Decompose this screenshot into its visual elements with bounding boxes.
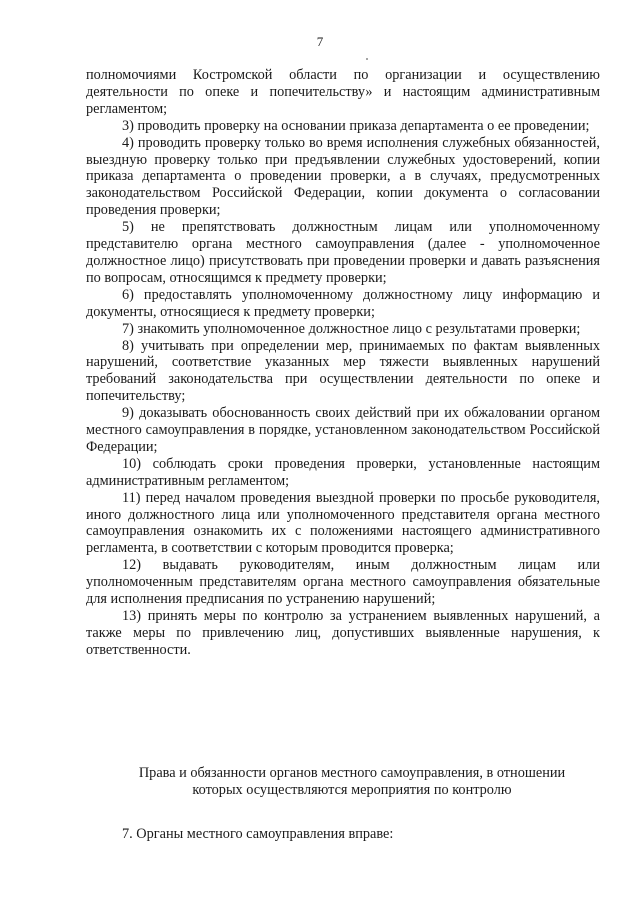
list-item-5: 5) не препятствовать должностным лицам или уполномоченному представителю органа местного самоуправления (далее - уполномоченное должностное лицо) присутствовать при проведении проверки и давать разъяснения по вопросам, относящимся к предмету проверки; [86, 219, 600, 286]
list-item-8: 8) учитывать при определении мер, принимаемых по фактам выявленных нарушений, соответствие указанных мер тяжести выявленных нарушений требований законодательства при осуществлении деятельности по опеке и попечительству; [86, 337, 600, 405]
paragraph: полномочиями Костромской области по организации и осуществлению деятельности по опеке и попечительству» и настоящим административным регламентом; [86, 67, 600, 117]
section-heading [110, 765, 594, 799]
section-heading-line-2: которых осуществляются мероприятия по контролю [192, 782, 512, 798]
list-item-3: 3) проводить проверку на основании приказа департамента о ее проведении; [122, 117, 590, 134]
list-item-10: 10) соблюдать сроки проведения проверки, установленные настоящим административным регламентом; [86, 455, 600, 489]
page-number: 7 [316, 34, 324, 49]
list-item-7: 7) знакомить уполномоченное должностное лицо с результатами проверки; [122, 320, 581, 337]
section-heading-line-1: Права и обязанности органов местного самоуправления, в отношении [138, 765, 566, 781]
scan-speck [366, 58, 368, 60]
list-item-13: 13) принять меры по контролю за устранением выявленных нарушений, а также меры по привлечению лиц, допустивших выявленные нарушения, к ответственности. [86, 608, 600, 658]
list-item-9: 9) доказывать обоснованность своих действий при их обжаловании органом местного самоуправления в порядке, установленном законодательством Российской Федерации; [86, 405, 600, 455]
list-item-11: 11) перед началом проведения выездной проверки по просьбе руководителя, иного должностного лица или уполномоченного представителя органа местного самоуправления ознакомить их с положениями настоящего административного регламента, в соответствии с которым проводится проверка; [86, 489, 600, 557]
list-item-4: 4) проводить проверку только во время исполнения служебных обязанностей, выездную проверку только при предъявлении служебных удостоверений, копии приказа департамента о проведении проверки, а в случаях, предусмотренных законодательством Российской Федерации, копии документа о согласовании проведения проверки; [86, 134, 600, 219]
list-item-6: 6) предоставлять уполномоченному должностному лицу информацию и документы, относящиеся к предмету проверки; [86, 286, 600, 320]
section-start-text: 7. Органы местного самоуправления вправе: [122, 826, 394, 842]
list-item-12: 12) выдавать руководителям, иным должностным лицам или уполномоченным представителям органа местного самоуправления обязательные для исполнения предписания по устранению нарушений; [86, 557, 600, 608]
document-body [86, 67, 600, 659]
section-start [122, 826, 393, 843]
